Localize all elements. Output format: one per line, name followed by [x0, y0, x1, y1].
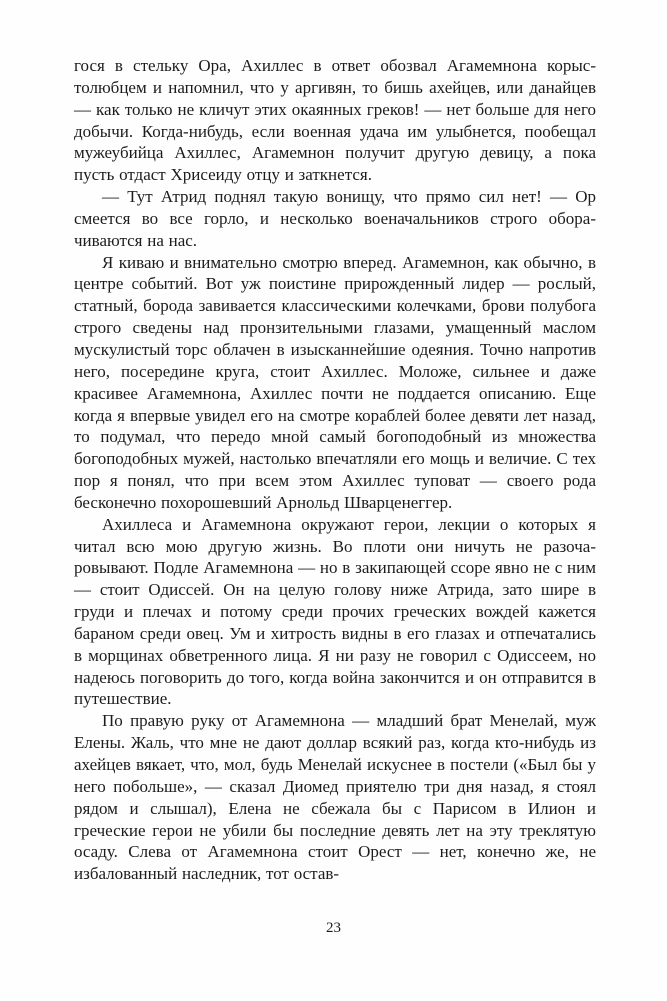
page-text-column — [74, 55, 596, 885]
page-number: 23 — [326, 920, 341, 936]
paragraph-narration-1: Я киваю и внимательно смотрю вперед. Агамемнон, как обычно, в центре событий. Вот уж поистине прирожденный лидер — рослый, статный, борода завивается классическими колечками, брови полубога строго сведены над пронзительными глазами, умащенный маслом мускулистый торс облачен в изысканнейшие одеяния. Точно напротив него, посередине круга, стоит Ахиллес. Моложе, сильнее и даже красивее Агамемнона, Ахиллес почти не поддается описанию. Еще когда я впервые увидел его на смотре кораблей более девяти лет назад, то подумал, что передо мной самый богоподобный из множества богоподобных мужей, настолько впечатляли его мощь и величие. С тех пор я понял, что при всем этом Ахиллес туповат — своего рода бесконечно похорошевший Арнольд Шварценеггер. — [74, 252, 596, 512]
paragraph-continuation: гося в стельку Ора, Ахиллес в ответ обозвал Агамемнона корыстолюбцем и напомнил, что у аргивян, то бишь ахейцев, или данайцев — как только не кличут этих окаянных греков! — нет больше для него добычи. Когда-нибудь, если военная удача им улыбнется, пообещал мужеубийца Ахиллес, Агамемнон получит другую девицу, а пока пусть отдаст Хрисеиду отцу и заткнется. — [74, 56, 596, 185]
paragraph-dialogue: — Тут Атрид поднял такую вонищу, что прямо сил нет! — Ор смеется во все горло, и несколько военачальников строго оборачиваются на нас. — [74, 187, 596, 250]
paragraph-narration-2: Ахиллеса и Агамемнона окружают герои, лекции о которых я читал всю мою другую жизнь. Во плоти они ничуть не разочаровывают. Подле Агамемнона — но в закипающей ссоре явно не с ним — стоит Одиссей. Он на целую голову ниже Атрида, зато шире в груди и плечах и потому среди прочих греческих вождей кажется бараном среди овец. Ум и хитрость видны в его глазах и отпечатались в морщинах обветренного лица. Я ни разу не говорил с Одиссеем, но надеюсь поговорить до того, когда война закончится и он отправится в путешествие. — [74, 514, 596, 709]
paragraph-narration-3: По правую руку от Агамемнона — младший брат Менелай, муж Елены. Жаль, что мне не дают доллар всякий раз, когда кто-нибудь из ахейцев вякает, что, мол, будь Менелай искуснее в постели («Был бы у него побольше», — сказал Диомед приятелю три дня назад, я стоял рядом и слышал), Елена не сбежала бы с Парисом в Илион и греческие герои не убили бы последние девять лет на эту треклятую осаду. Слева от Агамемнона стоит Орест — нет, конечно же, не избалованный наследник, тот остав- — [74, 711, 596, 884]
